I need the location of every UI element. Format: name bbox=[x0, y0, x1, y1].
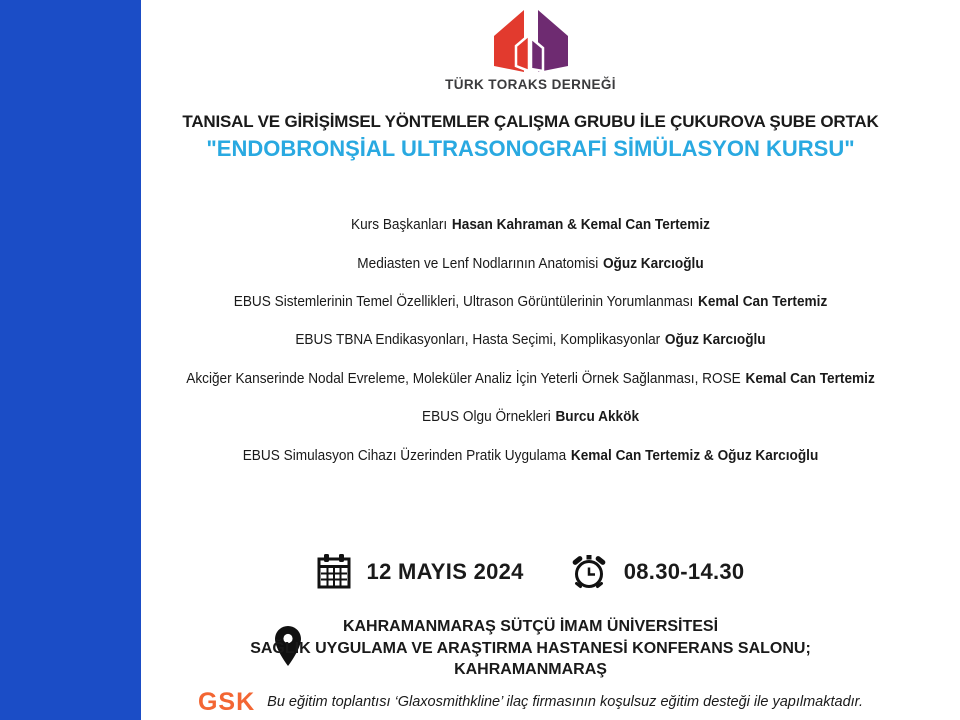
program-item-speakers: Kemal Can Tertemiz bbox=[745, 370, 875, 387]
program-item bbox=[164, 360, 896, 398]
venue-line2: SAĞLIK UYGULAMA VE ARAŞTIRMA HASTANESİ KONFERANS SALONU; bbox=[250, 639, 811, 657]
program-item-topic: EBUS TBNA Endikasyonları, Hasta Seçimi, Komplikasyonlar bbox=[295, 332, 661, 349]
program-item bbox=[164, 321, 896, 359]
header-line1: TANISAL VE GİRİŞİMSEL YÖNTEMLER ÇALIŞMA GRUBU İLE ÇUKUROVA ŞUBE ORTAK bbox=[182, 112, 879, 131]
sponsor-disclaimer: Bu eğitim toplantısı ‘Glaxosmithkline’ ilaç firmasının koşulsuz eğitim desteği ile yapılmaktadır. bbox=[267, 694, 863, 710]
venue-line3: KAHRAMANMARAŞ bbox=[454, 661, 607, 678]
program-item bbox=[164, 244, 896, 282]
program-item-speakers: Oğuz Karcıoğlu bbox=[664, 332, 766, 349]
ttd-logo bbox=[141, 8, 920, 92]
course-date: 12 MAYIS 2024 bbox=[366, 559, 524, 584]
program-item-speakers: Kemal Can Tertemiz & Oğuz Karcıoğlu bbox=[570, 447, 819, 464]
venue-block bbox=[141, 616, 920, 681]
ttd-logo-text: TÜRK TORAKS DERNEĞİ bbox=[445, 77, 616, 92]
program-item-speakers: Kemal Can Tertemiz bbox=[697, 293, 828, 310]
alarm-clock-icon bbox=[570, 553, 608, 591]
sponsor-row bbox=[141, 686, 920, 718]
program-item bbox=[164, 206, 896, 244]
course-time: 08.30-14.30 bbox=[623, 559, 745, 584]
program-item bbox=[164, 398, 896, 436]
gsk-logo: GSK bbox=[197, 687, 256, 716]
program-item-speakers: Oğuz Karcıoğlu bbox=[602, 255, 704, 272]
program-item-topic: Akciğer Kanserinde Nodal Evreleme, Moleküler Analiz İçin Yeterli Örnek Sağlanması, ROSE bbox=[186, 370, 741, 387]
poster-content bbox=[141, 0, 920, 720]
program-item-speakers: Burcu Akkök bbox=[555, 409, 640, 426]
program-item-topic: EBUS Sistemlerinin Temel Özellikleri, Ultrason Görüntülerinin Yorumlanması bbox=[233, 293, 694, 310]
schedule-row bbox=[141, 550, 920, 594]
program-item bbox=[164, 283, 896, 321]
lungs-logo-icon bbox=[488, 8, 574, 74]
program-item bbox=[164, 436, 896, 474]
venue-line1: KAHRAMANMARAŞ SÜTÇÜ İMAM ÜNİVERSİTESİ bbox=[342, 618, 719, 635]
calendar-icon bbox=[317, 554, 351, 590]
program-item-speakers: Hasan Kahraman & Kemal Can Tertemiz bbox=[451, 217, 710, 234]
program-item-topic: EBUS Olgu Örnekleri bbox=[421, 409, 551, 426]
program-list bbox=[141, 206, 920, 475]
program-item-topic: Mediasten ve Lenf Nodlarının Anatomisi bbox=[357, 255, 599, 272]
program-item-topic: EBUS Simulasyon Cihazı Üzerinden Pratik Uygulama bbox=[242, 447, 567, 464]
program-item-topic: Kurs Başkanları bbox=[351, 217, 448, 234]
left-blue-bar bbox=[0, 0, 141, 720]
header-line2: "ENDOBRONŞİAL ULTRASONOGRAFİ SİMÜLASYON KURSU" bbox=[206, 136, 855, 161]
